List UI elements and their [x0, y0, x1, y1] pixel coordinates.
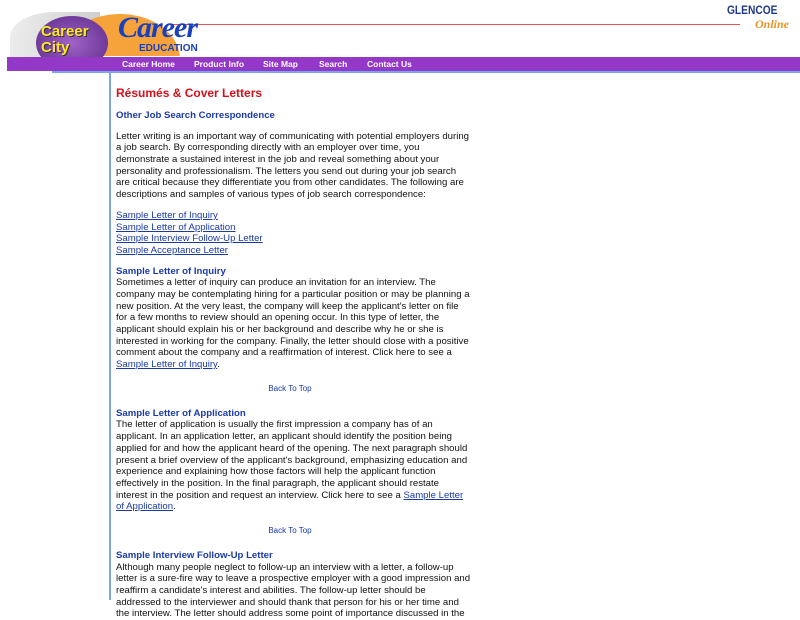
section: [116, 265, 470, 394]
text-segment: interest in the position and request an interview. Click here to see a: [116, 489, 404, 501]
sample-link[interactable]: Sample Letter: [403, 489, 464, 501]
text-segment: company may be contemplating hiring for a particular position or may be planning a: [116, 288, 470, 300]
nav-site-map[interactable]: Site Map: [263, 59, 298, 69]
section-heading: Sample Letter of Inquiry: [116, 265, 226, 277]
section-heading: Sample Interview Follow-Up Letter: [116, 549, 273, 561]
text-line: [116, 312, 466, 324]
text-line: [116, 585, 466, 597]
section: [116, 408, 466, 536]
content-border: [109, 73, 111, 600]
nav-career-home[interactable]: Career Home: [122, 59, 175, 69]
nav-underline: [52, 71, 800, 73]
nav-contact-us[interactable]: Contact Us: [367, 59, 412, 69]
text-segment: letter is a sure-fire way to leave a prospective employer with a good impression and: [116, 573, 471, 585]
text-line: [116, 347, 466, 359]
text-line: [116, 288, 470, 301]
link-list: [116, 210, 466, 257]
text-segment: comment about the company and a reaffirmation of interest. Click here to see a: [116, 347, 452, 359]
link-line: [116, 210, 466, 222]
career-city-logo-text: Career City: [41, 23, 89, 56]
page-title: Résumés & Cover Letters: [116, 86, 263, 100]
text-segment: reaffirm a candidate's interest and abilities. The follow-up letter should be: [116, 585, 426, 597]
text-segment: .: [173, 501, 176, 513]
link-line: [116, 233, 466, 245]
text-line: a job search. By corresponding directly with an employer over time, you: [116, 142, 420, 154]
text-line: [116, 501, 466, 513]
sample-link[interactable]: Sample Letter of Inquiry: [116, 359, 218, 371]
glencoe-online-logo: Online: [755, 17, 790, 31]
text-line: [116, 419, 466, 431]
back-to-top: [116, 384, 464, 394]
text-line: [116, 573, 471, 585]
sample-link[interactable]: Sample Letter of Application: [116, 221, 236, 233]
text-line: [116, 359, 466, 371]
section-heading: Sample Letter of Application: [116, 407, 246, 419]
glencoe-logo[interactable]: GLENCOE: [727, 3, 778, 17]
text-segment: effectively in the position. In the final paragraph, the applicant should restate: [116, 477, 440, 489]
text-line: are critical because they differentiate you from other candidates. The following are: [116, 177, 464, 189]
text-segment: applicant. In an application letter, an applicant should identify the position being: [116, 431, 453, 443]
back-to-top-link[interactable]: Back To Top: [268, 383, 312, 393]
text-line: Letter writing is an important way of communicating with potential employers during: [116, 130, 470, 142]
text-line: [116, 324, 466, 336]
text-line: [116, 466, 466, 478]
text-line: descriptions and samples of various types of job search correspondence:: [116, 189, 426, 201]
sections: [116, 265, 471, 620]
text-segment: new position. At the very least, the company will keep the applicant's letter on file: [116, 300, 459, 312]
text-line: [116, 455, 466, 467]
back-to-top: [116, 526, 464, 536]
section: [116, 549, 471, 620]
text-segment: Although many people neglect to follow-up an interview with a letter, a follow-up: [116, 561, 454, 573]
text-segment: applicant should explain his or her background and describe why he or she is: [116, 324, 444, 336]
sample-link[interactable]: Sample Letter of Inquiry: [116, 209, 218, 221]
section-subtitle: Other Job Search Correspondence: [116, 110, 275, 121]
text-segment: .: [217, 359, 220, 371]
text-line: [116, 608, 466, 620]
text-line: demonstrate a sustained interest in the job and reveal something about your: [116, 154, 440, 166]
text-line: personality and professionalism. The letters you send out during your job search: [116, 165, 457, 177]
text-line: [116, 277, 466, 289]
text-segment: applied for and how the applicant heard of the opening. The next paragraph should: [116, 442, 468, 454]
text-line: [116, 335, 469, 348]
text-line: [116, 301, 466, 313]
text-segment: present a brief overview of the applicant's background, emphasizing education and: [116, 454, 468, 466]
link-line: [116, 245, 466, 257]
text-segment: the interview. The letter should address some point of importance discussed in the: [116, 608, 465, 620]
text-segment: addressed to the interviewer and should thank that person for his or her time and: [116, 596, 459, 608]
intro-paragraph: [116, 130, 470, 201]
career-education-logo-sub: EDUCATION: [139, 43, 198, 54]
text-line: [116, 597, 466, 609]
nav-search[interactable]: Search: [319, 59, 348, 69]
text-segment: interested in working for the company. Finally, the letter should close with a positive: [116, 335, 469, 347]
header-divider: [170, 24, 740, 25]
link-line: [116, 222, 466, 234]
text-line: [116, 490, 466, 502]
sample-link[interactable]: Sample Acceptance Letter: [116, 244, 228, 256]
main-content: [116, 86, 471, 620]
text-line: [116, 431, 466, 443]
back-to-top-link[interactable]: Back To Top: [268, 525, 312, 535]
sample-link[interactable]: of Application: [116, 501, 174, 513]
text-line: [116, 443, 466, 455]
text-segment: The letter of application is usually the first impression a company has of an: [116, 419, 433, 431]
text-segment: experience and explaining how those factors will help the applicant function: [116, 466, 436, 478]
text-segment: for a few months to review should an opening occur. In this type of letter, the: [116, 312, 440, 324]
nav-product-info[interactable]: Product Info: [194, 59, 245, 69]
text-line: [116, 562, 466, 574]
sample-link[interactable]: Sample Interview Follow-Up Letter: [116, 233, 263, 245]
career-education-logo: Career: [118, 11, 197, 44]
text-line: [116, 478, 466, 490]
text-segment: Sometimes a letter of inquiry can produce an invitation for an interview. The: [116, 277, 436, 289]
